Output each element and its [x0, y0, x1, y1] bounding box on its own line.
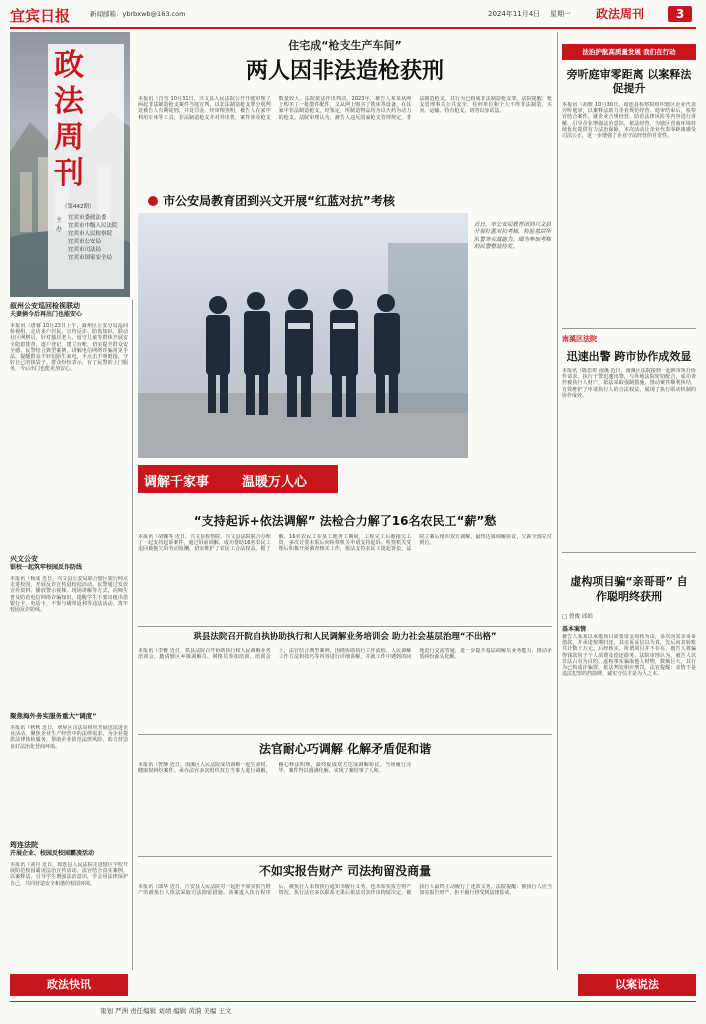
mediation-body-3: 本报讯（曾静 近日，南溪区人民法院成功调解一起生命权、健康权纠纷案件。承办法官多次组织双方当事人进行调解，耐心释法明理，最终促成双方达成调解协议，当场履行完毕，案件得以圆满化解，实现了案结事了人和。 — [138, 762, 412, 775]
header-rule — [10, 27, 696, 29]
left-column-divider — [132, 300, 133, 970]
organizer-item: 宜宾市国家安全局 — [68, 255, 113, 261]
police-photo — [138, 213, 468, 458]
mediation-headline-2: 珙县法院召开院自执协助执行和人民调解业务培训会 助力社会基层治理“不出格” — [193, 632, 497, 642]
mediation-divider-1 — [138, 626, 552, 627]
footer-left-tag-text: 政法快讯 — [47, 978, 91, 991]
paper-name: 宜宾日报 — [10, 7, 71, 25]
right-article-3-subhead: 基本案情 — [562, 626, 587, 633]
mediation-body-2: 本报讯（李雅 近日，珙县法院召开协助执行和人民调解业务培训会，邀请辖区乡镇调解员、网格员参加培训。培训会上，法官结合典型案例，围绕协助执行工作流程、人民调解工作方法和技巧等内容进行详细讲解，并就工作中遇到的问题进行交流答疑，进一步提升基层调解员业务能力，推动矛盾纠纷源头化解。 — [138, 648, 552, 661]
masthead-block — [10, 32, 130, 297]
police-badge-icon — [148, 196, 158, 206]
footer-left-tag — [10, 974, 128, 996]
right-banner-text: 法治护航高质量发展 我们在行动 — [582, 48, 676, 56]
masthead-title: 政法周刊 — [54, 48, 84, 191]
mediation-headline-3: 法官耐心巧调解 化解矛盾促和谐 — [258, 742, 432, 756]
lead-headline: 两人因非法造枪获刑 — [245, 58, 444, 84]
page-number: 3 — [675, 7, 685, 21]
left-article-1-subtitle: 夫妻俩今后再出门也能安心 — [10, 311, 83, 318]
footer-right-tag-text: 以案说法 — [615, 978, 659, 991]
masthead-host-label: 主办 — [56, 217, 63, 233]
footer-rule — [10, 1001, 696, 1002]
photo-headline-text: 市公安局教育团到兴文开展“红蓝对抗”考核 — [163, 194, 395, 208]
masthead-issue: （第442期） — [62, 204, 95, 210]
header-date: 2024年11月4日 — [488, 10, 541, 18]
header-site: 新闻邮箱：ybrbxwb@163.com — [90, 10, 186, 18]
left-article-2-body: 本报讯（杨成 近日，兴文县公安局联合辖区银行网点走进校园，开展反诈宣传进校园活动。民警通过发放宣传资料、播放警示视频、现场讲解等方式，向师生普及防范电信网络诈骗知识，提醒学生不要出租出借银行卡、电话卡，不参与刷单返利等违法活动，筑牢校园反诈防线。 — [10, 576, 128, 614]
header-section: 政法周刊 — [596, 7, 645, 21]
left-article-3-title: 聚焦海外务实服务重大“调度” — [10, 712, 97, 720]
organizer-list — [68, 214, 124, 262]
right-divider-1 — [562, 328, 696, 329]
right-article-3-headline: 虚构项目骗“亲哥哥” 自作聪明终获刑 — [570, 575, 688, 603]
mediation-headline-4: 不如实报告财产 司法拘留没商量 — [258, 864, 432, 878]
right-article-2-headline: 迅速出警 跨市协作成效显 — [566, 350, 692, 363]
right-banner — [562, 44, 696, 60]
left-article-4-title: 筠连法院 — [10, 841, 38, 849]
mediation-divider-2 — [138, 734, 552, 735]
mediation-banner-left: 调解千家事 — [144, 475, 210, 490]
right-article-1-headline: 旁听庭审零距离 以案释法促提升 — [566, 68, 692, 95]
organizer-item: 宜宾市中级人民法院 — [68, 223, 118, 229]
left-column — [10, 302, 128, 970]
mediation-banner-right: 温暖万人心 — [242, 475, 308, 490]
column-divider — [557, 32, 558, 970]
left-article-1-body: 本报讯（唐睿 10月23日上午，叙州区公安分局巡回检视组，走访多户居民，宣传反诈、防盗知识，联动社区网格员，针对独居老人、留守儿童等群体开展安全隐患排查，逐户登记，建立台账，切实提升群众安全感。民警结合典型案例，讲解电信网络诈骗常见手法，提醒群众不轻信陌生来电，不点击不明链接，守好自己的钱袋子。群众纷纷表示，有了民警的上门服务，今后出门也能更加安心。 — [10, 323, 128, 373]
left-article-2-subtitle: 银校一起筑牢校园反诈防线 — [10, 564, 83, 571]
page-number-badge — [668, 6, 692, 22]
organizer-item: 宜宾市司法局 — [68, 247, 102, 253]
mediation-headline-1: “支持起诉+依法调解” 法检合力解了16名农民工“薪”愁 — [193, 514, 497, 528]
lead-body: 本报讯（肖雪 10月31日，兴文县人民法院公开开庭审理了两起非法制造枪支案件当庭宣判，以非法制造枪支罪分别判处被告人有期徒刑，并处罚金。经审理查明，被告人在家中利用车床等工具，非法制造枪支并对外出售，案件涉及枪支数量较大。法院依法作出判决。2023年，被告人某某从网上购买了一批散件配件，又从网上购买了铣床等设备，在其家中非法制造枪支。经鉴定，所制造物品均为以火药为动力的枪支。法院审理认为，被告人违反国家枪支管理规定，非法制造枪支，其行为已构成非法制造枪支罪。法院提醒：枪支管理事关公共安全，任何单位和个人不得非法制造、买卖、运输、持有枪支，切勿以身试法。 — [138, 96, 552, 121]
footer-right-tag — [578, 974, 696, 996]
left-article-4-subtitle: 开展企业、校园反校园霸凌活动 — [10, 850, 95, 857]
right-article-1-body: 本报讯（胡媛 10月30日，筠连县检察院组织辖区企业代表旁听庭审，以案释法助力企业规范经营。庭审结束后，检察官结合案件，就企业合规经营、防范法律风险等内容进行讲解，引导企业增强法治意识，依法经营，为辖区营商环境持续优化提供有力法治保障。本次活动让企业代表零距离感受司法公正，进一步增强了企业守法经营的自觉性。 — [562, 102, 696, 140]
right-article-2-label: 南溪区法院 — [562, 335, 597, 343]
organizer-item: 宜宾市人民检察院 — [68, 231, 113, 237]
lead-kicker: 住宅成“枪支生产车间” — [288, 39, 402, 52]
right-article-3-byline: □ 曾俊 邱娟 — [562, 614, 593, 620]
page-header — [0, 0, 706, 30]
left-article-3-body: 本报讯（秋秋 近日，翠屏区司法局组织开展送法进企业活动，聚焦企业生产经营中的法律需求，为企业提供法律体检服务，帮助企业防范法律风险，助力营造良好法治化营商环境。 — [10, 725, 128, 750]
photo-caption: 近日，市公安局教育团到兴文县开展红蓝对抗考核，检验基层所队警务实战能力。图为参加考核的民警整装待发。 — [474, 222, 552, 251]
mediation-body-1: 本报讯（胡娜等 近日，兴文县检察院、兴文县法院联合办理了一起支持起诉案件，通过诉前调解，成功帮助16名农民工追回被拖欠的劳动报酬，切实维护了农民工合法权益。据了解，16名农民工在某工地务工期间，工程完工后被拖欠工资，多次讨要未果后向检察机关申请支持起诉。检察机关受理后积极开展调查核实工作，依法支持农民工提起诉讼，法院立案后组织双方调解，最终达成调解协议，欠薪全部兑付到位。 — [138, 534, 552, 553]
left-article-4-body: 本报讯（刘丹 近日，筠连县人民法院走进辖区学校开展防范校园霸凌法治宣传活动，法官结合真实案例，以案释法，引导学生增强法治意识，学会用法律保护自己，共同营造安全和谐的校园环境。 — [10, 862, 128, 887]
photo-headline — [138, 190, 552, 210]
right-divider-2 — [562, 552, 696, 553]
organizer-item: 宜宾市公安局 — [68, 239, 102, 245]
left-article-1-title: 叙州公安巡回检视联动 — [10, 302, 80, 310]
right-article-3-body: 被告人某某以承揽项目需要资金周转为由，多次向其亲哥哥借款，并承诺按期归还。其亲哥哥信以为真，先后向其转账共计数十万元。后经核实，所谓项目并不存在，被告人将骗得钱款用于个人消费及偿还债务。法院审理认为，被告人以非法占有为目的，虚构事实骗取他人财物，数额巨大，其行为已构成诈骗罪，依法判处相应刑罚。法官提醒：亲情不是违法犯罪的挡箭牌，诚实守信才是为人之本。 — [562, 634, 696, 678]
mediation-body-4: 本报讯（邱华 近日，江安县人民法院对一起拒不如实报告财产的被执行人依法采取司法拘留措施。该案进入执行程序后，被执行人未按执行通知书履行义务，也未如实报告财产情况。执行法官多次联系无果后依法对其作出拘留决定，被执行人最终主动履行了还款义务。法院提醒：被执行人应当如实报告财产，拒不履行将受到法律惩戒。 — [138, 884, 552, 897]
organizer-item: 宜宾市委政法委 — [68, 215, 107, 221]
header-weekday: 星期一 — [550, 10, 571, 18]
right-article-2-body: 本报讯（陈思琪 南溪 近日，南溪区法院接到一起跨市执行协作请求，执行干警迅速出警，与外地法院密切配合，成功查控被执行人财产，依法采取强制措施，推动案件顺利执结，有效维护了申请执行人的合法权益，展现了执行联动机制的协作成效。 — [562, 368, 696, 399]
left-article-2-title: 兴文公安 — [10, 555, 38, 563]
mediation-banner — [138, 465, 338, 493]
footer-credits: 策划 严洲 责任编辑 刘靖 编辑 黄漪 美编 王文 — [100, 1007, 232, 1015]
mediation-divider-3 — [138, 856, 552, 857]
police-officers-image — [138, 213, 468, 458]
